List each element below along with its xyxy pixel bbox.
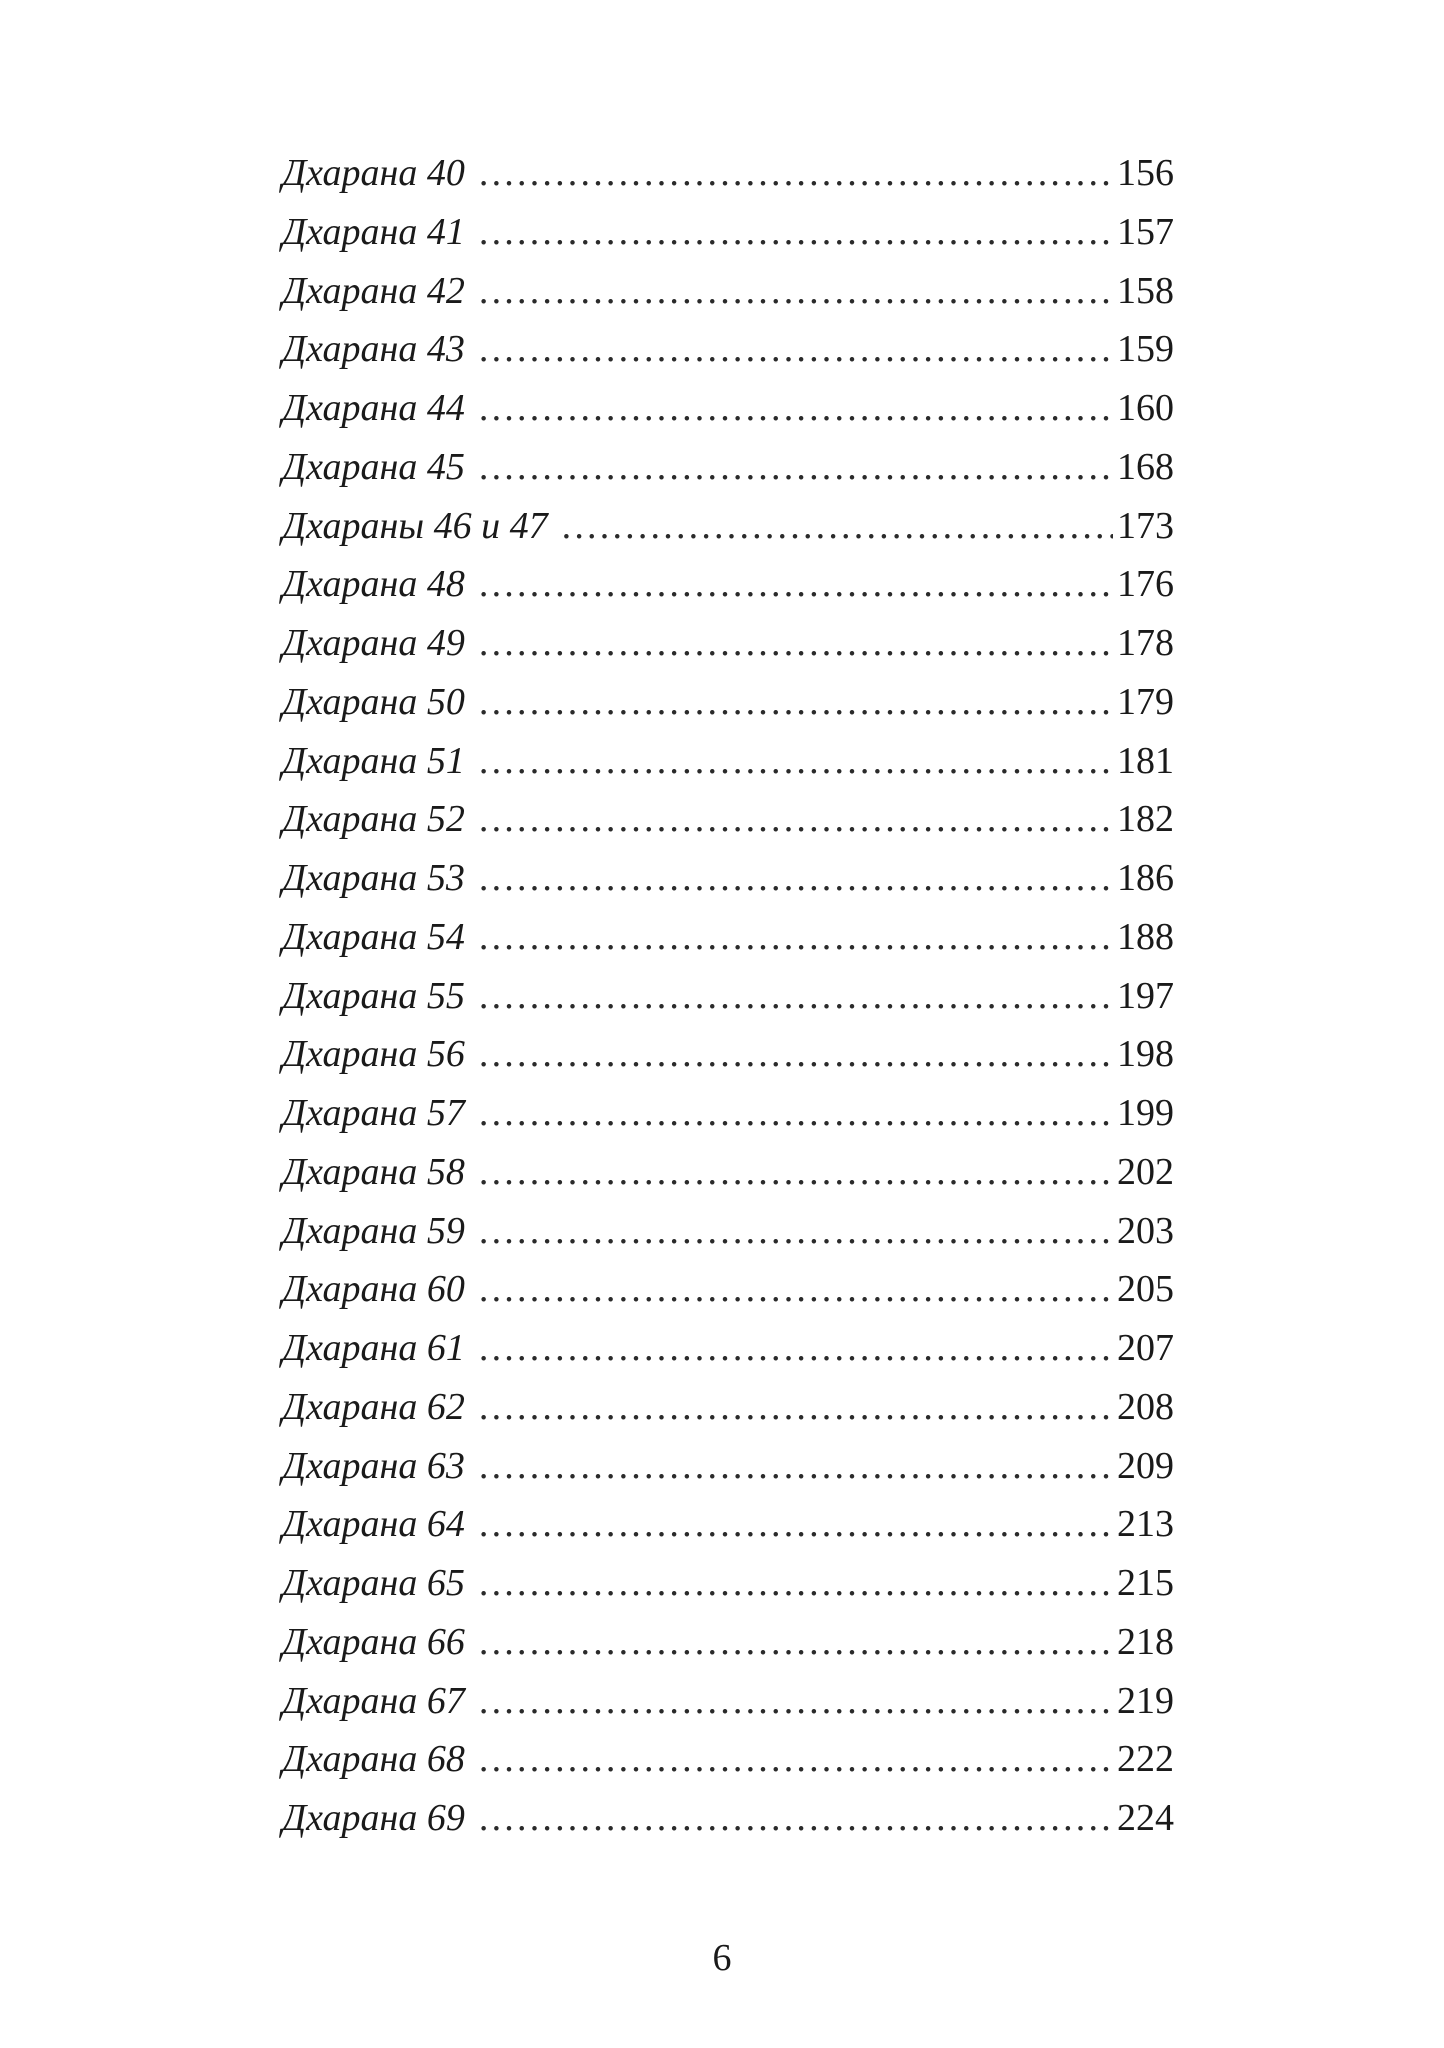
toc-entry: [282, 555, 1174, 614]
toc-entry-page: 188: [1117, 915, 1174, 958]
dot-leader: [479, 1613, 1113, 1672]
toc-entry: [282, 438, 1174, 497]
toc-entry-title: Дхарана 61: [282, 1327, 465, 1369]
dot-leader: [479, 379, 1113, 438]
toc-entry-title: Дхарана 52: [282, 798, 465, 841]
toc-entry-title: Дхарана 54: [282, 915, 465, 958]
toc-entry-page: 176: [1117, 563, 1174, 606]
dot-leader: [479, 144, 1113, 203]
toc-entry-page: 207: [1117, 1327, 1174, 1369]
toc-entry-page: 203: [1117, 1209, 1174, 1252]
toc-entry-page: 224: [1117, 1797, 1174, 1839]
toc-entry: [282, 1613, 1174, 1672]
toc-entry: [282, 1319, 1174, 1378]
toc-entry-page: 157: [1117, 210, 1174, 253]
toc-entry-page: 205: [1117, 1268, 1174, 1311]
dot-leader: [479, 1084, 1113, 1143]
dot-leader: [479, 203, 1113, 262]
toc-entry: [282, 320, 1174, 379]
toc-entry-title: Дхарана 69: [282, 1797, 465, 1839]
dot-leader: [479, 908, 1113, 967]
dot-leader: [479, 1730, 1113, 1789]
toc-entry: [282, 1202, 1174, 1261]
toc-entry-page: 182: [1117, 798, 1174, 841]
dot-leader: [479, 1672, 1113, 1731]
dot-leader: [479, 673, 1113, 732]
toc-entry-page: 218: [1117, 1620, 1174, 1663]
toc-entry: [282, 1495, 1174, 1554]
toc-entry: [282, 1084, 1174, 1143]
toc-entry-title: Дхарана 44: [282, 387, 465, 429]
toc-entry-title: Дхарана 48: [282, 563, 465, 606]
toc-entry-page: 209: [1117, 1444, 1174, 1487]
toc-entry-title: Дхарана 50: [282, 680, 465, 723]
toc-entry-page: 178: [1117, 622, 1174, 664]
dot-leader: [479, 732, 1113, 791]
toc-entry: [282, 1554, 1174, 1613]
dot-leader: [479, 1789, 1113, 1848]
toc-entry: [282, 1378, 1174, 1437]
toc-entry-title: Дхарана 42: [282, 269, 465, 312]
toc-entry-title: Дхарана 64: [282, 1503, 465, 1546]
toc-entry-page: 160: [1117, 387, 1174, 429]
toc-entry: [282, 497, 1174, 556]
dot-leader: [479, 1260, 1113, 1319]
dot-leader: [479, 1143, 1113, 1202]
dot-leader: [479, 967, 1113, 1026]
toc-entry-page: 222: [1117, 1738, 1174, 1781]
toc-entry-page: 215: [1117, 1562, 1174, 1604]
toc-entry-title: Дхарана 51: [282, 739, 465, 782]
toc-entry: [282, 732, 1174, 791]
toc-entry: [282, 849, 1174, 908]
toc-entry-page: 202: [1117, 1150, 1174, 1193]
toc-entry: [282, 1789, 1174, 1848]
dot-leader: [479, 1378, 1113, 1437]
toc-entry-page: 179: [1117, 680, 1174, 723]
dot-leader: [479, 614, 1113, 673]
toc-entry-page: 159: [1117, 328, 1174, 371]
toc-entry-title: Дхарана 68: [282, 1738, 465, 1781]
toc-entry-page: 213: [1117, 1503, 1174, 1546]
toc-entry: [282, 1143, 1174, 1202]
toc-entry: [282, 1025, 1174, 1084]
dot-leader: [479, 1202, 1113, 1261]
toc-entry-title: Дхарана 66: [282, 1620, 465, 1663]
toc-entry: [282, 908, 1174, 967]
toc-entry-title: Дхарана 60: [282, 1268, 465, 1311]
toc-entry: [282, 614, 1174, 673]
dot-leader: [479, 555, 1113, 614]
toc-entry: [282, 790, 1174, 849]
toc-entry-title: Дхарана 67: [282, 1679, 465, 1722]
dot-leader: [479, 438, 1113, 497]
toc-entry: [282, 1437, 1174, 1496]
toc-entry-title: Дхарана 65: [282, 1562, 465, 1604]
toc-entry: [282, 203, 1174, 262]
toc-entry: [282, 967, 1174, 1026]
toc-entry: [282, 1730, 1174, 1789]
dot-leader: [479, 1495, 1113, 1554]
toc-entry-title: Дхарана 40: [282, 152, 465, 194]
toc-entry: [282, 144, 1174, 203]
toc-entry-page: 168: [1117, 445, 1174, 488]
dot-leader: [479, 1437, 1113, 1496]
dot-leader: [562, 497, 1113, 556]
toc-entry-page: 156: [1117, 152, 1174, 194]
toc-entry-title: Дхарана 41: [282, 210, 465, 253]
toc-entry-page: 186: [1117, 857, 1174, 899]
toc-entry-title: Дхарана 45: [282, 445, 465, 488]
dot-leader: [479, 1554, 1113, 1613]
toc-entry-title: Дхарана 49: [282, 622, 465, 664]
toc-entry-page: 158: [1117, 269, 1174, 312]
dot-leader: [479, 790, 1113, 849]
page-number: 6: [712, 1937, 732, 1979]
toc-entry-title: Дхарана 56: [282, 1033, 465, 1076]
toc-entry-page: 199: [1117, 1092, 1174, 1134]
toc-entry-title: Дхарана 57: [282, 1092, 465, 1134]
dot-leader: [479, 1025, 1113, 1084]
table-of-contents: [282, 144, 1174, 1848]
toc-entry-page: 197: [1117, 974, 1174, 1017]
toc-entry: [282, 379, 1174, 438]
dot-leader: [479, 320, 1113, 379]
toc-entry-title: Дхарана 59: [282, 1209, 465, 1252]
dot-leader: [479, 262, 1113, 321]
dot-leader: [479, 1319, 1113, 1378]
toc-entry-title: Дхарана 43: [282, 328, 465, 371]
toc-entry: [282, 262, 1174, 321]
toc-entry-page: 181: [1117, 739, 1174, 782]
toc-entry-title: Дхарана 58: [282, 1150, 465, 1193]
toc-entry: [282, 1672, 1174, 1731]
toc-entry-title: Дхарана 63: [282, 1444, 465, 1487]
toc-entry-page: 173: [1117, 504, 1174, 547]
toc-entry-page: 198: [1117, 1033, 1174, 1076]
toc-entry-title: Дхарана 55: [282, 974, 465, 1017]
toc-entry: [282, 1260, 1174, 1319]
toc-entry: [282, 673, 1174, 732]
toc-entry-title: Дхараны 46 и 47: [282, 504, 548, 547]
toc-entry-page: 219: [1117, 1679, 1174, 1722]
toc-entry-title: Дхарана 53: [282, 857, 465, 899]
toc-entry-page: 208: [1117, 1385, 1174, 1428]
toc-entry-title: Дхарана 62: [282, 1385, 465, 1428]
dot-leader: [479, 849, 1113, 908]
